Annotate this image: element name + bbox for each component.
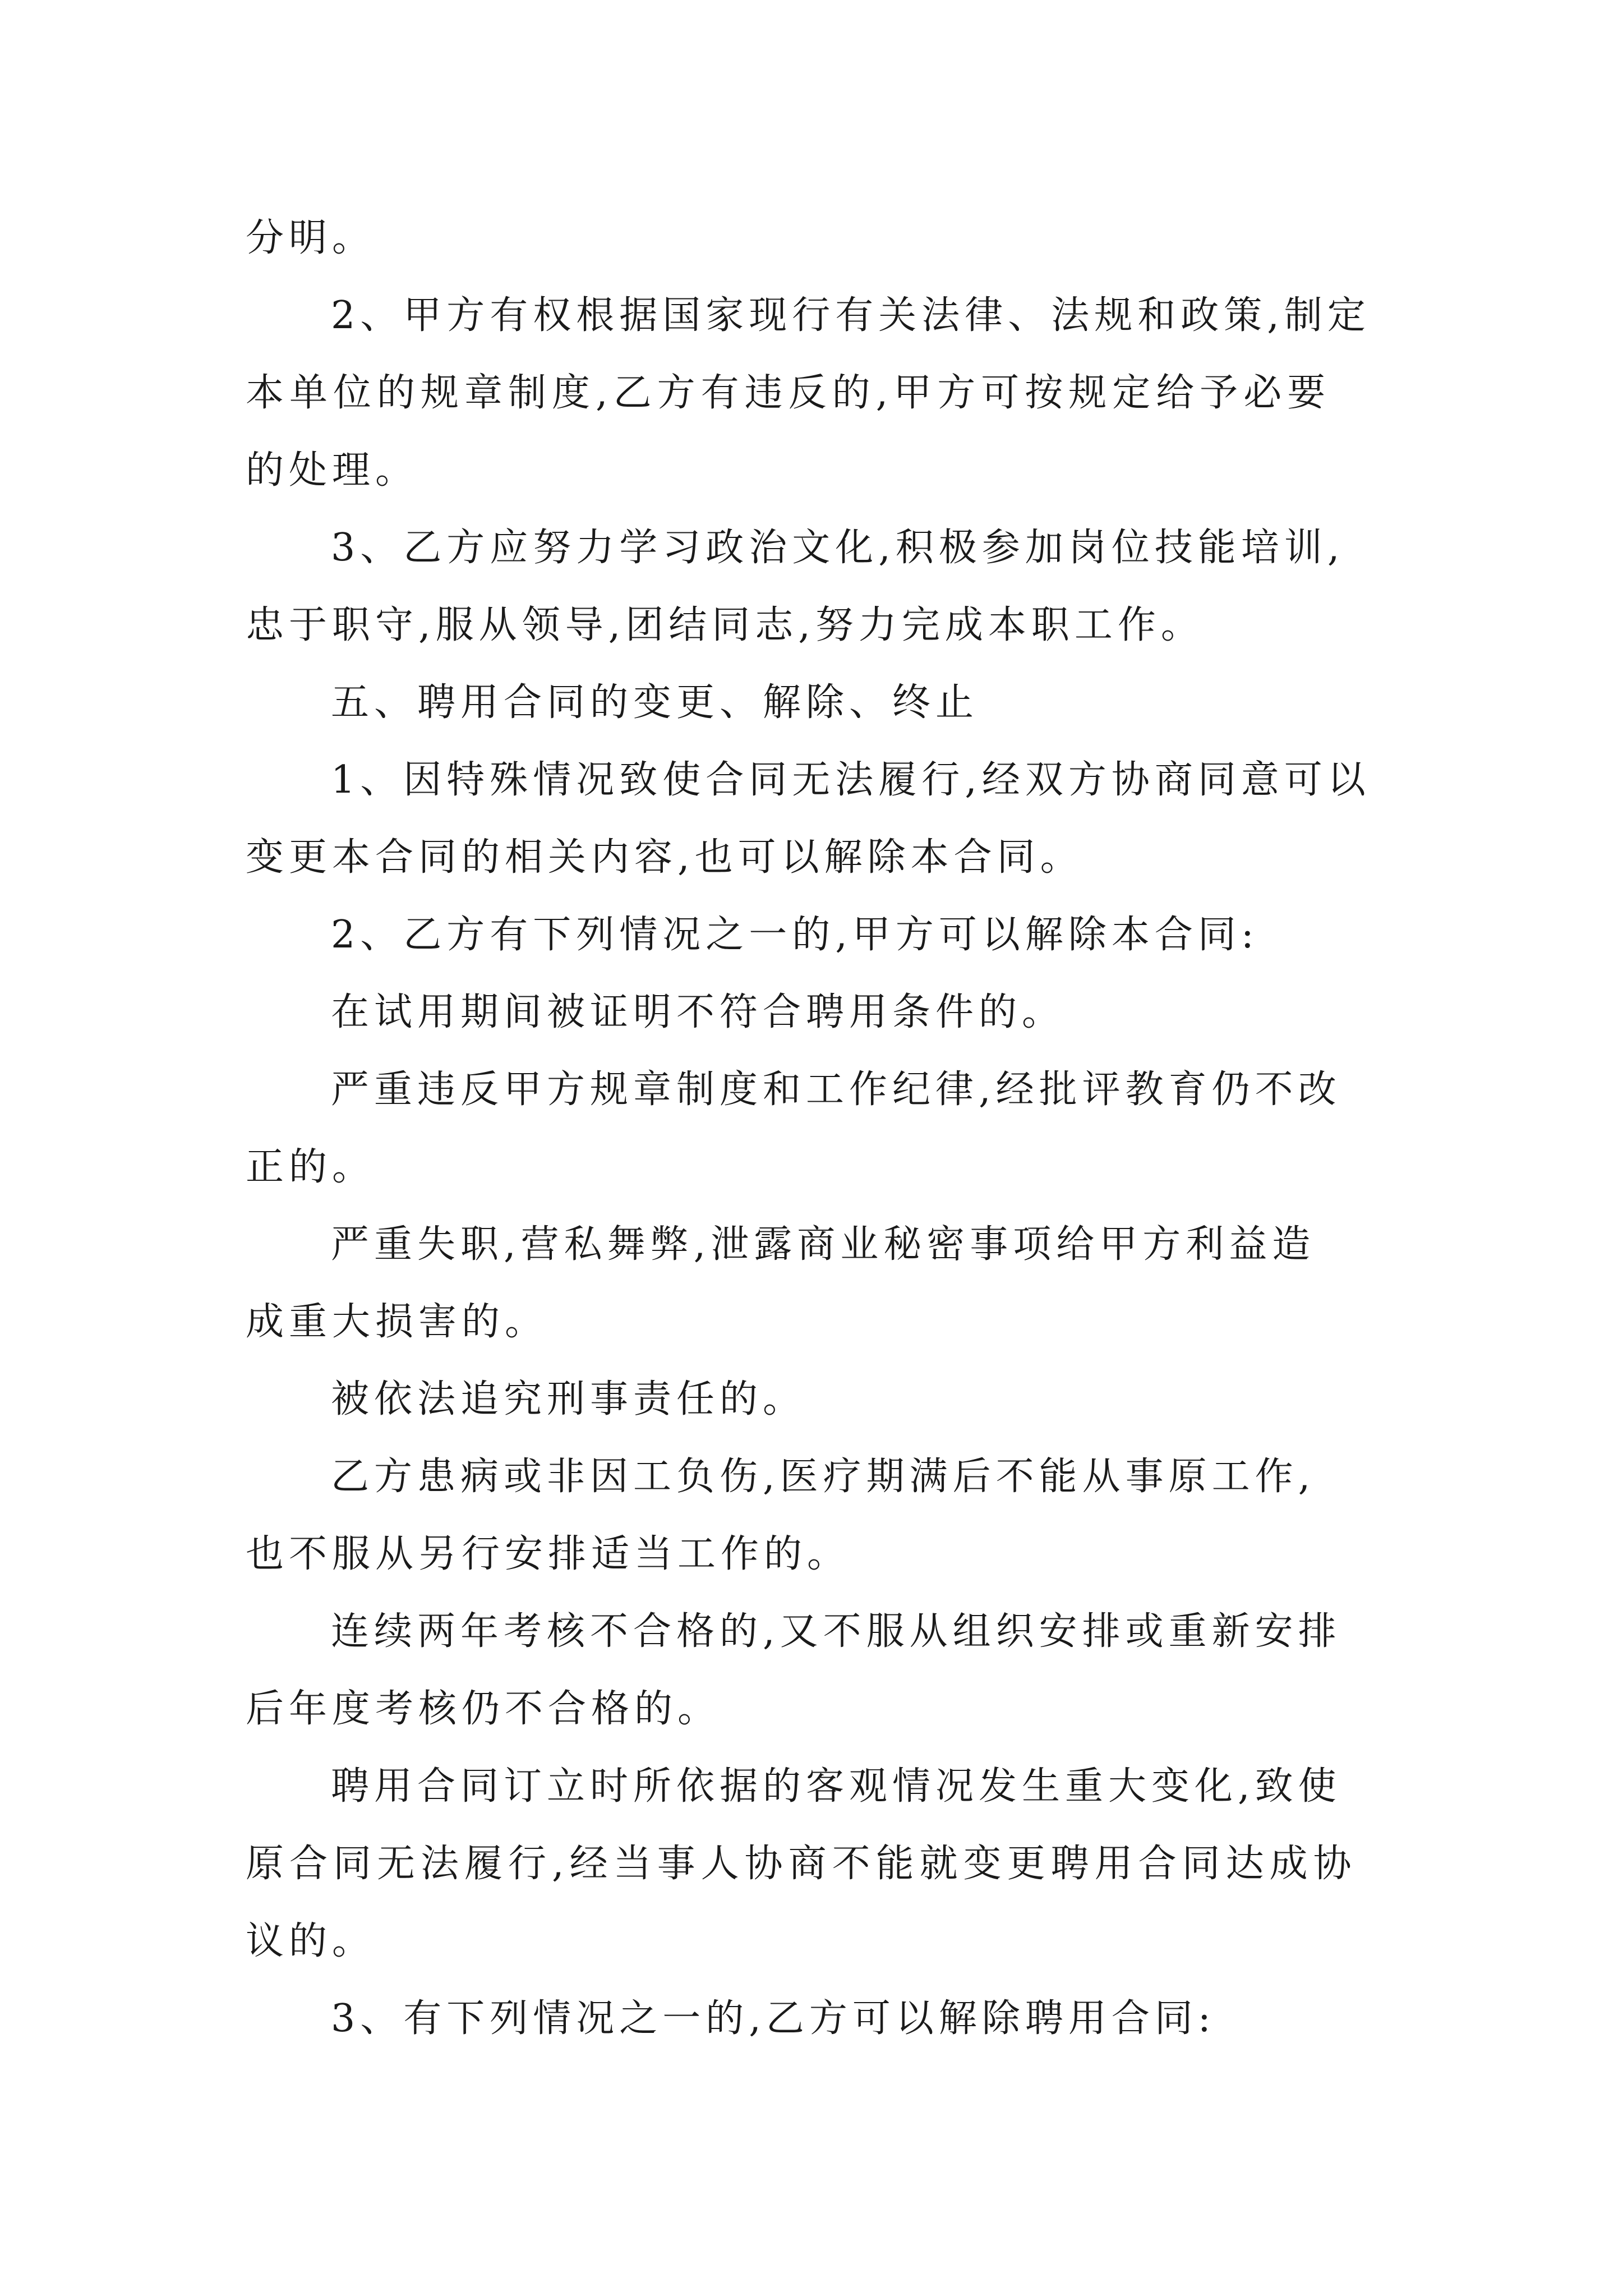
text-line: 忠于职守,服从领导,团结同志,努力完成本职工作。 [246,603,1204,647]
text-line: 3、有下列情况之一的,乙方可以解除聘用合同: [331,1996,1216,2041]
text-line: 严重违反甲方规章制度和工作纪律,经批评教育仍不改 [331,1068,1341,1112]
text-line: 聘用合同订立时所依据的客观情况发生重大变化,致使 [331,1764,1341,1809]
text-line: 本单位的规章制度,乙方有违反的,甲方可按规定给予必要 [246,371,1331,415]
text-line: 3、乙方应努力学习政治文化,积极参加岗位技能培训, [331,526,1345,570]
section-heading: 五、聘用合同的变更、解除、终止 [331,680,979,725]
text-line: 原合同无法履行,经当事人协商不能就变更聘用合同达成协 [246,1842,1357,1886]
text-line: 乙方患病或非因工负伤,医疗期满后不能从事原工作, [331,1455,1316,1499]
text-line: 严重失职,营私舞弊,泄露商业秘密事项给甲方利益造 [331,1222,1316,1267]
text-line: 被依法追究刑事责任的。 [331,1377,806,1421]
text-line: 也不服从另行安排适当工作的。 [246,1532,851,1576]
text-line: 在试用期间被证明不符合聘用条件的。 [331,990,1066,1034]
text-line: 连续两年考核不合格的,又不服从组织安排或重新安排 [331,1609,1341,1654]
text-line: 成重大损害的。 [246,1300,548,1344]
text-line: 1、因特殊情况致使合同无法履行,经双方协商同意可以 [331,758,1371,802]
text-line: 2、甲方有权根据国家现行有关法律、法规和政策,制定 [331,293,1371,338]
text-line: 议的。 [246,1919,376,1963]
text-line: 的处理。 [246,448,419,493]
text-line: 2、乙方有下列情况之一的,甲方可以解除本合同: [331,913,1259,957]
text-line: 分明。 [246,216,376,260]
text-line: 后年度考核仍不合格的。 [246,1687,721,1731]
text-line: 变更本合同的相关内容,也可以解除本合同。 [246,835,1083,880]
text-line: 正的。 [246,1145,376,1189]
